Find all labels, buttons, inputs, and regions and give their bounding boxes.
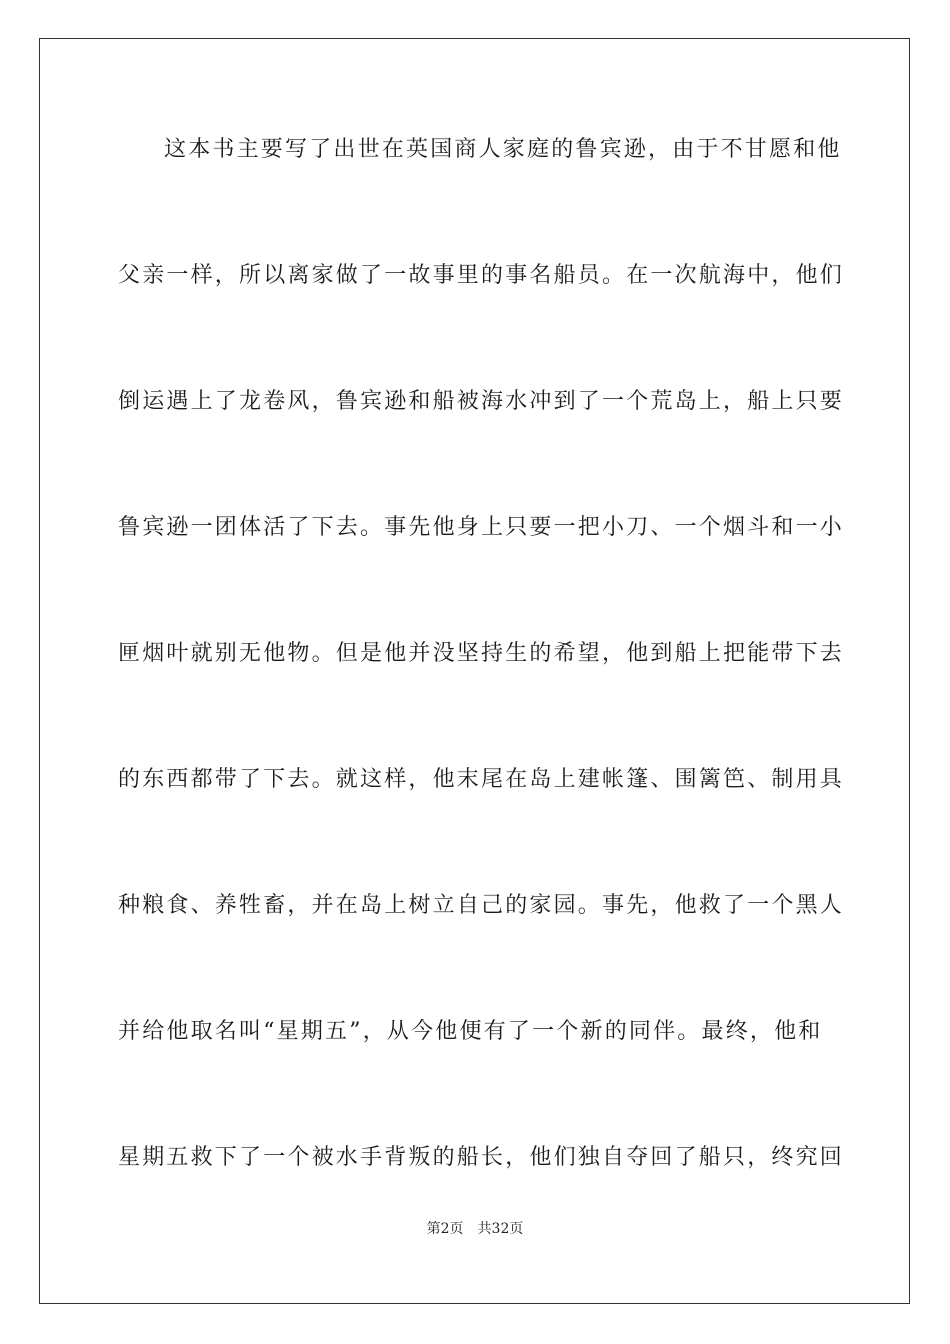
text-line: 这本书主要写了出世在英国商人家庭的鲁宾逊，由于不甘愿和他 <box>164 137 842 162</box>
body-text <box>118 128 845 1262</box>
text-line: 的东西都带了下去。就这样，他末尾在岛上建帐篷、围篱笆、制用具 <box>118 767 845 792</box>
text-line: 种粮食、养牲畜，并在岛上树立自己的家园。事先，他救了一个黑人 <box>118 893 845 918</box>
page-number: 第2页 <box>426 1221 464 1237</box>
text-line: 倒运遇上了龙卷风，鲁宾逊和船被海水冲到了一个荒岛上，船上只要 <box>118 389 845 414</box>
text-line: 匣烟叶就别无他物。但是他并没坚持生的希望，他到船上把能带下去 <box>118 641 845 666</box>
text-line: 星期五救下了一个被水手背叛的船长，他们独自夺回了船只，终究回 <box>118 1145 845 1170</box>
text-line: 鲁宾逊一团体活了下去。事先他身上只要一把小刀、一个烟斗和一小 <box>118 515 845 540</box>
text-line: 父亲一样，所以离家做了一故事里的事名船员。在一次航海中，他们 <box>118 263 845 288</box>
text-line: 并给他取名叫“星期五”，从今他便有了一个新的同伴。最终，他和 <box>118 1019 823 1044</box>
page-footer <box>0 1218 950 1238</box>
page-total: 共32页 <box>477 1221 524 1237</box>
